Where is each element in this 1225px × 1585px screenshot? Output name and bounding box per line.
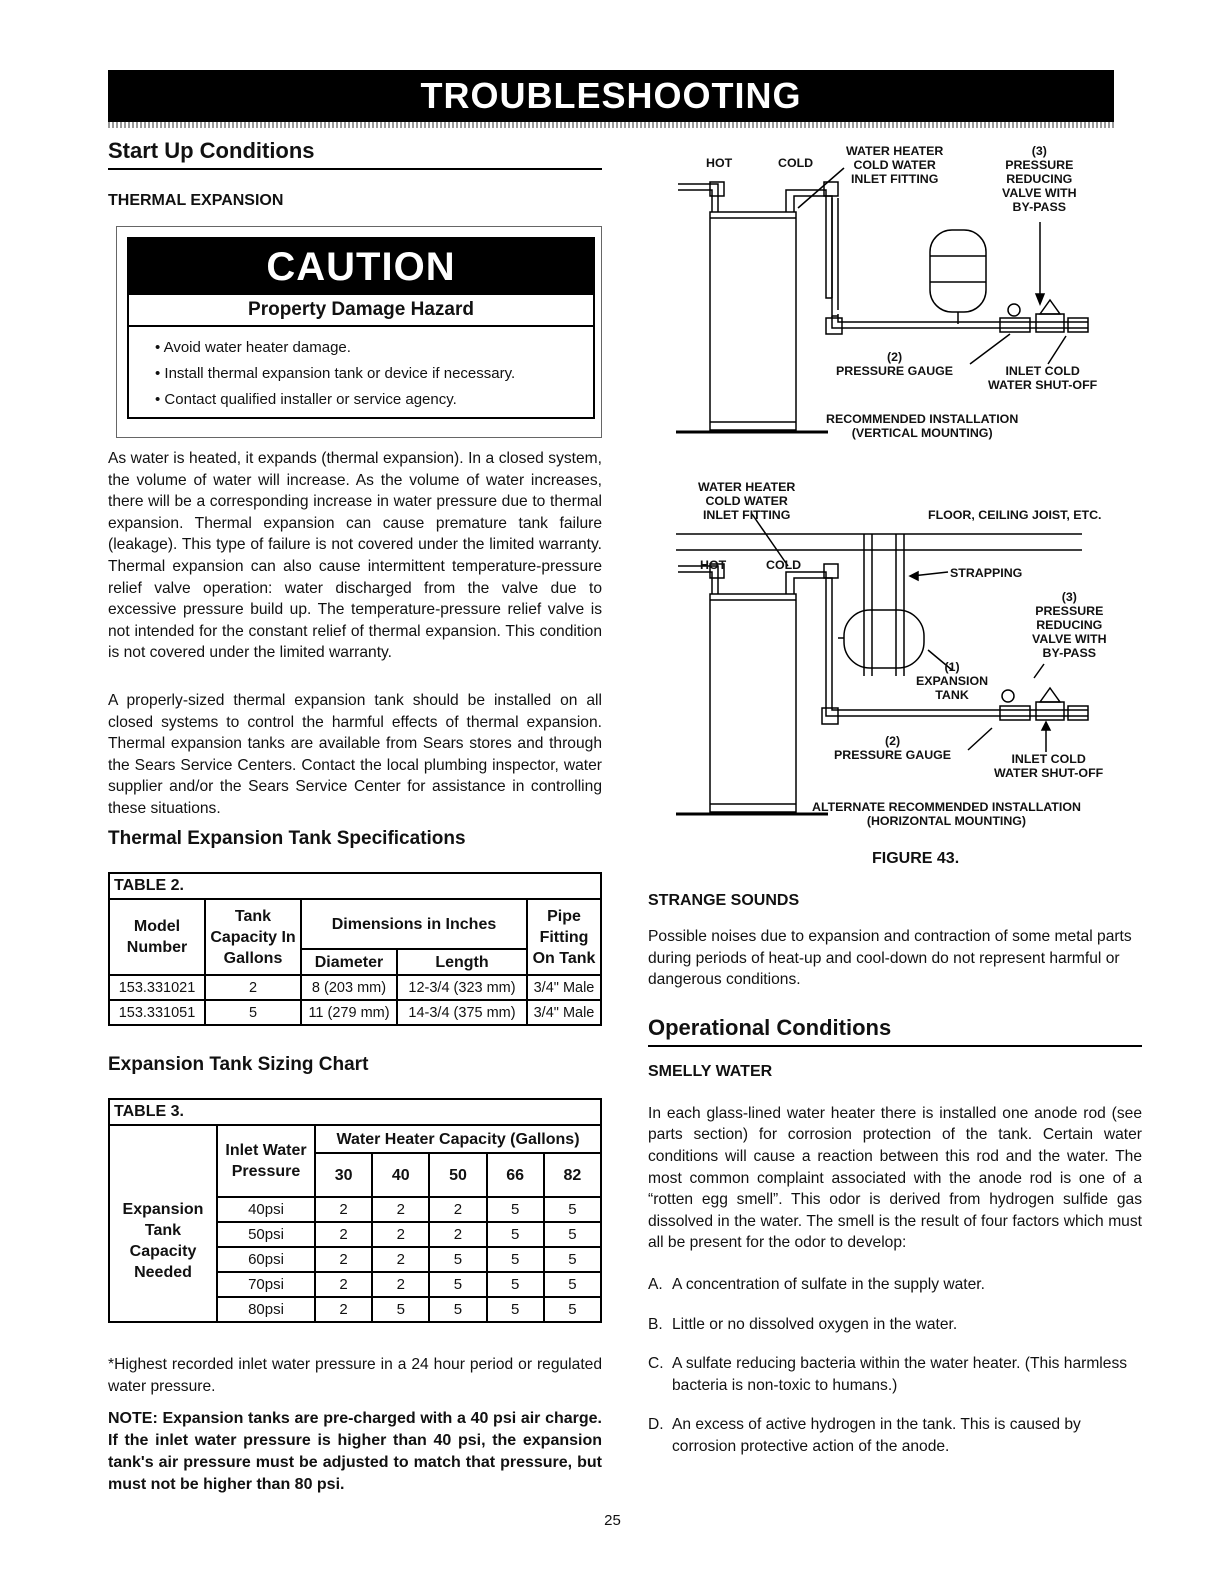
cell-pressure: 50psi	[217, 1222, 315, 1247]
cell-pipe: 3/4" Male	[527, 1000, 601, 1025]
cell-capacity: 2	[205, 975, 301, 1000]
table-row	[109, 975, 601, 1000]
cell-value: 5	[487, 1297, 544, 1322]
cell-value: 5	[544, 1297, 601, 1322]
fig-top-inlet-fitting: WATER HEATER COLD WATER INLET FITTING	[846, 144, 944, 186]
th-heater-capacity: Water Heater Capacity (Gallons)	[315, 1125, 601, 1153]
page-number: 25	[604, 1512, 621, 1529]
th-inlet-pressure: Inlet Water Pressure	[217, 1125, 315, 1197]
strange-sounds-heading: STRANGE SOUNDS	[648, 892, 800, 909]
caution-item: • Avoid water heater damage.	[155, 335, 593, 361]
fig-bottom-hot: HOT	[700, 558, 727, 572]
cell-value: 5	[544, 1197, 601, 1222]
row-label-needed: Expansion Tank Capacity Needed	[109, 1197, 217, 1322]
right-text	[648, 892, 1142, 1458]
th-capacity: Tank Capacity In Gallons	[205, 899, 301, 975]
caution-item: • Install thermal expansion tank or device if necessary.	[155, 361, 593, 387]
cell-capacity: 5	[205, 1000, 301, 1025]
fig-top-cold: COLD	[778, 156, 814, 170]
note-text: NOTE: Expansion tanks are pre-charged with a 40 psi air charge. If the inlet water pressure is higher than 40 psi, the expansion tank's air pressure must be adjusted to match that pressure, but must not be higher than 80 psi.	[108, 1410, 602, 1493]
table-row	[109, 1197, 601, 1222]
left-column	[108, 138, 602, 1493]
cell-value: 2	[315, 1272, 372, 1297]
th-cap-40: 40	[372, 1153, 429, 1197]
th-cap-30: 30	[315, 1153, 372, 1197]
caution-item: • Contact qualified installer or service agency.	[155, 387, 593, 413]
figure-label: FIGURE 43.	[872, 850, 960, 867]
figure-43	[648, 138, 1148, 888]
cell-pressure: 80psi	[217, 1297, 315, 1322]
cell-pipe: 3/4" Male	[527, 975, 601, 1000]
fig-bottom-floor: FLOOR, CEILING JOIST, ETC.	[928, 508, 1102, 522]
spec-table-heading: Thermal Expansion Tank Specifications	[108, 828, 466, 849]
fig-bottom-cold: COLD	[766, 558, 802, 572]
caution-list	[129, 327, 593, 413]
fig-top-caption: RECOMMENDED INSTALLATION (VERTICAL MOUNTING)	[826, 412, 1019, 440]
th-model: Model Number	[109, 899, 205, 975]
th-pipe: Pipe Fitting On Tank	[527, 899, 601, 975]
cell-value: 2	[372, 1222, 429, 1247]
th-diameter: Diameter	[301, 949, 397, 975]
cell-diameter: 8 (203 mm)	[301, 975, 397, 1000]
fig-bottom-tank: (1) EXPANSION TANK	[916, 660, 989, 702]
cell-pressure: 40psi	[217, 1197, 315, 1222]
factor-list	[648, 1274, 1142, 1458]
cell-value: 2	[429, 1222, 486, 1247]
cell-value: 2	[315, 1297, 372, 1322]
thermal-expansion-para-1: As water is heated, it expands (thermal expansion). In a closed system, the volume of water will increase. As the volume of water increases, there will be a corresponding increase in water pressure due to thermal expansion. Thermal expansion can cause premature tank failure (leakage). This type of failure is not covered under the limited warranty. Thermal expansion can also cause intermittent temperature-pressure relief valve operation: water discharged from the valve due to excessive pressure build up. The temperature-pressure relief valve is not intended for the constant relief of thermal expansion. This condition is not covered under the limited warranty.	[108, 450, 602, 662]
fig-bottom-caption: ALTERNATE RECOMMENDED INSTALLATION (HORIZONTAL MOUNTING)	[812, 800, 1081, 828]
smelly-water-heading: SMELLY WATER	[648, 1062, 773, 1080]
sizing-table	[108, 1098, 602, 1323]
page-banner: TROUBLESHOOTING	[108, 70, 1114, 122]
fig-top-gauge: (2) PRESSURE GAUGE	[836, 350, 954, 378]
fig-bottom-prv: (3) PRESSURE REDUCING VALVE WITH BY-PASS	[1032, 590, 1107, 660]
cell-value: 5	[544, 1272, 601, 1297]
list-item: C. A sulfate reducing bacteria within the water heater. (This harmless bacteria is non-toxic to humans.)	[648, 1355, 1128, 1394]
fig-top-prv: (3) PRESSURE REDUCING VALVE WITH BY-PASS	[1002, 144, 1077, 214]
caution-box	[116, 226, 602, 438]
spec-table	[108, 872, 602, 1026]
cell-value: 2	[372, 1272, 429, 1297]
fig-bottom-gauge: (2) PRESSURE GAUGE	[834, 734, 952, 762]
fig-bottom-inlet-fitting: WATER HEATER COLD WATER INLET FITTING	[698, 480, 796, 522]
cell-value: 2	[315, 1222, 372, 1247]
sizing-table-caption: TABLE 3.	[108, 1098, 602, 1124]
operational-heading: Operational Conditions	[648, 1015, 1142, 1047]
fig-bottom-shutoff: INLET COLD WATER SHUT-OFF	[994, 752, 1104, 780]
cell-pressure: 70psi	[217, 1272, 315, 1297]
cell-value: 2	[315, 1247, 372, 1272]
cell-pressure: 60psi	[217, 1247, 315, 1272]
cell-length: 14-3/4 (375 mm)	[397, 1000, 527, 1025]
cell-value: 5	[487, 1197, 544, 1222]
caution-title: CAUTION	[129, 239, 593, 295]
cell-value: 2	[429, 1197, 486, 1222]
th-cap-82: 82	[544, 1153, 601, 1197]
list-item: A. A concentration of sulfate in the supply water.	[648, 1275, 985, 1293]
cell-value: 5	[372, 1297, 429, 1322]
start-up-heading: Start Up Conditions	[108, 138, 602, 170]
cell-value: 5	[487, 1222, 544, 1247]
cell-model: 153.331021	[109, 975, 205, 1000]
cell-length: 12-3/4 (323 mm)	[397, 975, 527, 1000]
banner-rule	[108, 122, 1114, 128]
cell-value: 2	[372, 1197, 429, 1222]
fig-bottom-strapping: STRAPPING	[950, 566, 1023, 580]
caution-subtitle: Property Damage Hazard	[129, 295, 593, 327]
fig-top-shutoff: INLET COLD WATER SHUT-OFF	[988, 364, 1098, 392]
cell-value: 5	[544, 1247, 601, 1272]
footnote: *Highest recorded inlet water pressure in a 24 hour period or regulated water pressure.	[108, 1356, 602, 1395]
cell-value: 5	[487, 1247, 544, 1272]
cell-value: 5	[429, 1272, 486, 1297]
th-length: Length	[397, 949, 527, 975]
th-dimensions: Dimensions in Inches	[301, 899, 527, 949]
cell-model: 153.331051	[109, 1000, 205, 1025]
smelly-water-text: In each glass-lined water heater there is installed one anode rod (see parts section) for corrosion protection of the tank. Certain water conditions will cause a reaction between this rod and the water. The most common complaint associated with the anode rod is one of a “rotten egg smell”. This odor is derived from hydrogen sulfide gas dissolved in the water. The smell is the result of four factors which must all be present for the odor to develop:	[648, 1104, 1142, 1252]
cell-value: 5	[429, 1297, 486, 1322]
spec-table-caption: TABLE 2.	[108, 872, 602, 898]
table-row	[109, 1000, 601, 1025]
cell-diameter: 11 (279 mm)	[301, 1000, 397, 1025]
list-item: D. An excess of active hydrogen in the tank. This is caused by corrosion protective action of the anode.	[648, 1416, 1081, 1455]
th-cap-66: 66	[487, 1153, 544, 1197]
list-item: B. Little or no dissolved oxygen in the water.	[648, 1315, 958, 1333]
sizing-table-heading: Expansion Tank Sizing Chart	[108, 1054, 369, 1075]
th-blank	[109, 1125, 217, 1197]
cell-value: 5	[429, 1247, 486, 1272]
fig-top-hot: HOT	[706, 156, 733, 170]
th-cap-50: 50	[429, 1153, 486, 1197]
strange-sounds-text: Possible noises due to expansion and contraction of some metal parts during periods of heat-up and cool-down do not represent harmful or dangerous conditions.	[648, 928, 1132, 989]
cell-value: 2	[315, 1197, 372, 1222]
cell-value: 2	[372, 1247, 429, 1272]
thermal-expansion-para-2: A properly-sized thermal expansion tank should be installed on all closed systems to control the harmful effects of thermal expansion. Thermal expansion tanks are available from Sears stores and through the Sears Service Centers. Contact the local plumbing inspector, water supplier and/or the Sears Service Center for assistance in controlling these situations.	[108, 692, 602, 817]
thermal-expansion-heading: THERMAL EXPANSION	[108, 192, 284, 209]
cell-value: 5	[544, 1222, 601, 1247]
cell-value: 5	[487, 1272, 544, 1297]
